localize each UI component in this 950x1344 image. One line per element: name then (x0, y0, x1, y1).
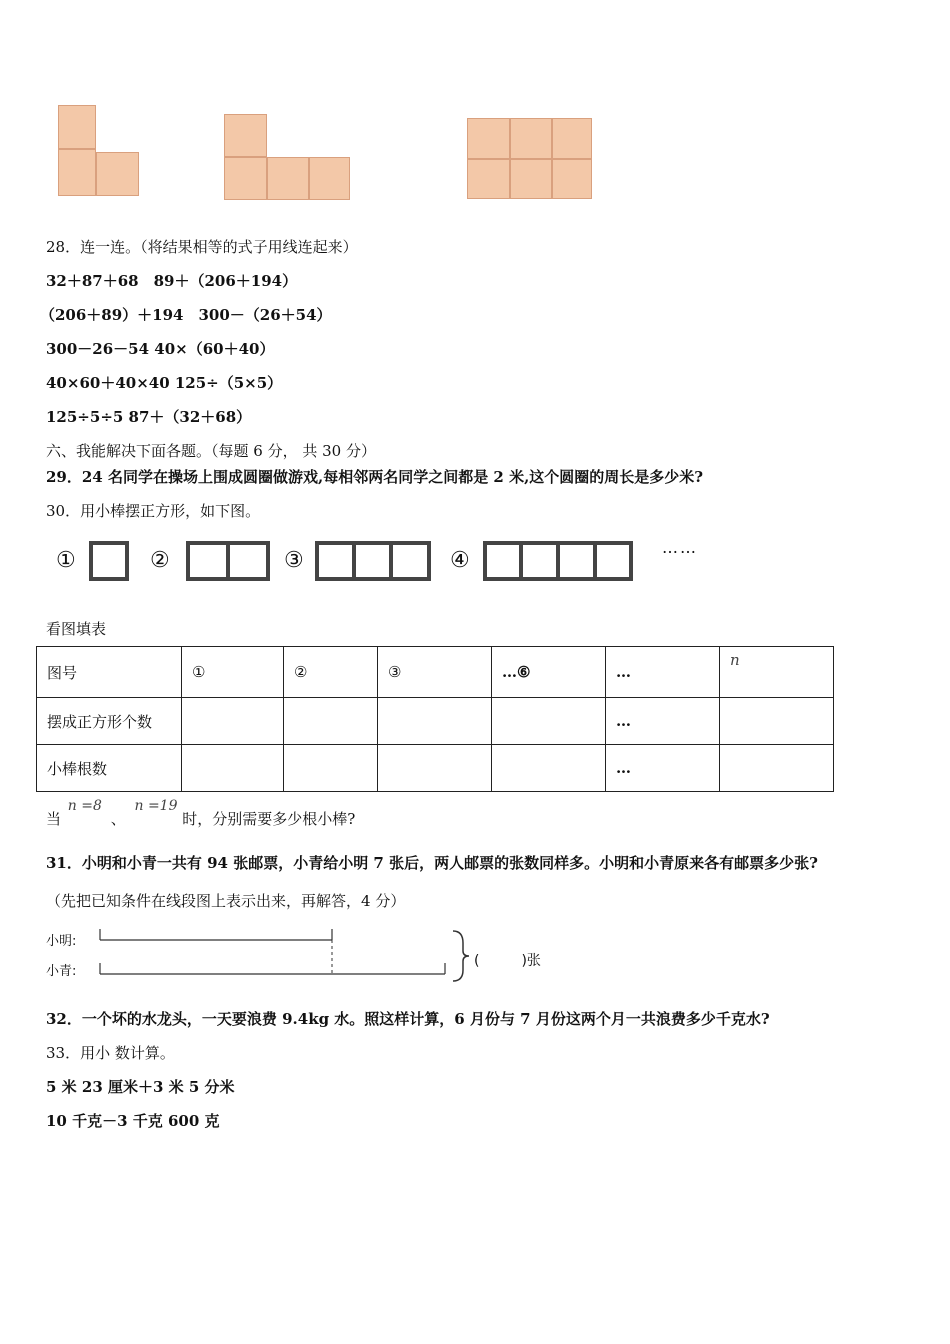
header-cell: 图号 (37, 647, 182, 698)
figure-label-3: ③ (284, 548, 304, 573)
n-equals-19: n =19 (134, 798, 178, 814)
ellipsis-cell: … (606, 698, 720, 745)
header-cell: ③ (378, 647, 492, 698)
table-caption: 看图填表 (46, 620, 107, 638)
q33-item-2: 10 千克－3 千克 600 克 (46, 1112, 220, 1130)
row-label: 摆成正方形个数 (37, 698, 182, 745)
q28-row-5: 125÷5÷5 87＋（32＋68） (46, 408, 252, 426)
q30-question (46, 798, 356, 829)
q33-item-1: 5 米 23 厘米＋3 米 5 分米 (46, 1078, 235, 1096)
n-equals-8: n =8 (67, 798, 102, 814)
label-xiaoming: 小明: (46, 934, 77, 949)
q28-row-4: 40×60＋40×40 125÷（5×5） (46, 374, 283, 392)
q30-prefix: 当 (46, 810, 62, 828)
label-xiaoqing: 小青: (46, 964, 77, 979)
q30-title: 30．用小棒摆正方形，如下图。 (46, 502, 261, 520)
fill-table (36, 646, 834, 792)
bracket-answer: ( )张 (474, 953, 541, 969)
answer-cell[interactable] (182, 745, 284, 792)
answer-cell[interactable] (492, 698, 606, 745)
figure-label-4: ④ (450, 548, 470, 573)
q28-row-1: 32＋87＋68 89＋（206＋194） (46, 272, 298, 290)
answer-cell[interactable] (284, 698, 378, 745)
section-6-heading: 六、我能解决下面各题。（每题 6 分， 共 30 分） (46, 442, 376, 460)
ellipsis-cell: … (606, 745, 720, 792)
q33-title: 33．用小 数计算。 (46, 1044, 175, 1062)
q31-text: 31．小明和小青一共有 94 张邮票，小青给小明 7 张后，两人邮票的张数同样多。小明和小青原来各有邮票多少张? (46, 854, 818, 872)
figure-ellipsis: …… (662, 538, 698, 557)
header-cell: …⑥ (492, 647, 606, 698)
answer-cell[interactable] (720, 698, 834, 745)
q28-title: 28．连一连。（将结果相等的式子用线连起来） (46, 238, 358, 256)
q31-note: （先把已知条件在线段图上表示出来，再解答，4 分） (46, 892, 406, 910)
answer-cell[interactable] (720, 745, 834, 792)
q30-separator: 、 (110, 810, 126, 828)
figure-3-squares (312, 538, 434, 584)
q28-row-2: （206＋89）＋194 300－（26＋54） (40, 306, 332, 324)
answer-cell[interactable] (182, 698, 284, 745)
table-row (37, 698, 834, 745)
answer-cell[interactable] (378, 698, 492, 745)
header-cell: ② (284, 647, 378, 698)
header-cell: … (606, 647, 720, 698)
figure-label-2: ② (150, 548, 170, 573)
table-header-row (37, 647, 834, 698)
q32-text: 32．一个坏的水龙头，一天要浪费 9.4kg 水。照这样计算，6 月份与 7 月份这两个月一共浪费多少千克水? (46, 1010, 770, 1028)
header-cell: ① (182, 647, 284, 698)
q30-suffix: 时，分别需要多少根小棒? (182, 810, 356, 828)
header-cell-n: n (720, 647, 834, 698)
q28-row-3: 300－26－54 40×（60＋40） (46, 340, 275, 358)
figure-label-1: ① (56, 548, 76, 573)
row-label: 小棒根数 (37, 745, 182, 792)
table-row (37, 745, 834, 792)
answer-cell[interactable] (378, 745, 492, 792)
figure-1-squares (86, 538, 132, 584)
answer-cell[interactable] (284, 745, 378, 792)
segment-lines (95, 925, 495, 985)
answer-cell[interactable] (492, 745, 606, 792)
figure-2-squares (183, 538, 273, 584)
q29-text: 29．24 名同学在操场上围成圆圈做游戏,每相邻两名同学之间都是 2 米,这个圆圈的周长是多少米? (46, 468, 704, 486)
figure-4-squares (480, 538, 636, 584)
